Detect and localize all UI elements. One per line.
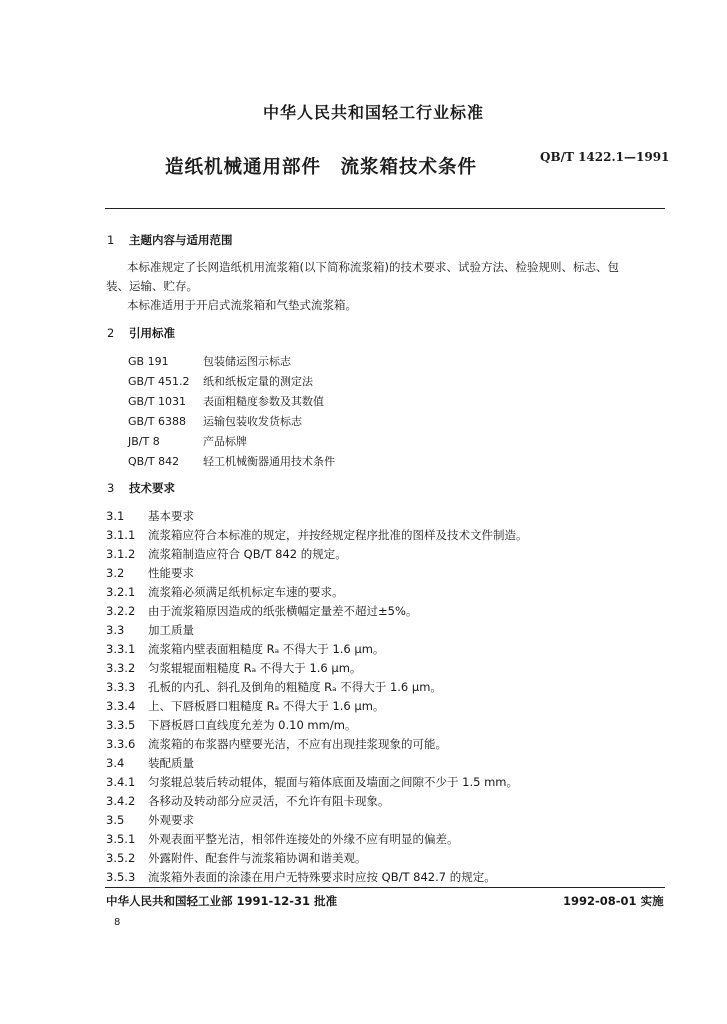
clause-text: 外观要求	[148, 813, 194, 827]
reference-item	[128, 433, 247, 449]
clause-text: 装配质量	[148, 756, 194, 770]
clause-number: 3.5.1	[106, 832, 136, 846]
clause-text: 加工质量	[148, 623, 194, 637]
clause-text: 流浆箱外表面的涂漆在用户无特殊要求时应按 QB/T 842.7 的规定。	[148, 870, 496, 884]
clause-text: 上、下唇板唇口粗糙度 Rₐ 不得大于 1.6 μm。	[148, 699, 385, 713]
reference-code: GB/T 6388	[128, 415, 186, 428]
clause-number: 3.4.1	[106, 775, 136, 789]
clause-text: 匀浆辊总装后转动辊体，辊面与箱体底面及墙面之间隙不少于 1.5 mm。	[148, 775, 519, 789]
section-2-heading	[107, 325, 175, 341]
clause	[106, 831, 459, 847]
clause-number: 3.2	[106, 566, 125, 580]
clause-number: 3.3.1	[106, 642, 136, 656]
clause	[106, 679, 442, 695]
clause-text: 由于流浆箱原因造成的纸张横幅定量差不超过±5%。	[148, 604, 418, 618]
section-title: 主题内容与适用范围	[129, 233, 233, 247]
clause	[106, 774, 518, 790]
clause-number: 3.1	[106, 509, 125, 523]
header-divider	[105, 208, 665, 209]
clause-text: 外观表面平整光洁，相邻件连接处的外缘不应有明显的偏差。	[148, 832, 459, 846]
reference-code: GB/T 451.2	[128, 375, 190, 388]
section-1-heading	[107, 232, 233, 248]
clause	[106, 698, 384, 714]
reference-item	[128, 413, 302, 429]
reference-item	[128, 393, 324, 409]
clause-heading	[106, 812, 194, 828]
clause-text: 孔板的内孔、斜孔及倒角的粗糙度 Rₐ 不得大于 1.6 μm。	[148, 680, 442, 694]
clause-heading	[106, 508, 194, 524]
clause-text: 匀浆辊辊面粗糙度 Rₐ 不得大于 1.6 μm。	[148, 661, 362, 675]
clause	[106, 717, 356, 733]
clause-number: 3.3.5	[106, 718, 136, 732]
section-number: 3	[107, 481, 115, 495]
reference-name: 运输包装收发货标志	[203, 415, 302, 428]
clause	[106, 603, 417, 619]
clause	[106, 850, 367, 866]
reference-name: 包装储运图示标志	[203, 355, 291, 368]
section-3-heading	[107, 480, 175, 496]
standard-org-title: 中华人民共和国轻工行业标准	[262, 103, 484, 122]
reference-item	[128, 353, 291, 369]
clause	[106, 584, 344, 600]
scope-paragraph-line-1: 本标准规定了长网造纸机用流浆箱(以下简称流浆箱)的技术要求、试验方法、检验规则、标志、包	[127, 260, 619, 274]
implementation-date: 1992-08-01 实施	[563, 894, 664, 908]
clause	[106, 527, 528, 543]
clause-number: 3.3	[106, 623, 125, 637]
clause-number: 3.3.4	[106, 699, 136, 713]
clause	[106, 660, 361, 676]
reference-name: 表面粗糙度参数及其数值	[203, 395, 324, 408]
reference-code: QB/T 842	[128, 455, 180, 468]
reference-item	[128, 453, 335, 469]
reference-name: 轻工机械衡器通用技术条件	[203, 455, 335, 468]
clause-number: 3.3.6	[106, 737, 136, 751]
clause-number: 3.3.3	[106, 680, 136, 694]
clause-number: 3.1.2	[106, 547, 136, 561]
clause	[106, 793, 390, 809]
clause-text: 基本要求	[148, 509, 194, 523]
reference-name: 纸和纸板定量的测定法	[203, 375, 313, 388]
clause-heading	[106, 565, 194, 581]
reference-name: 产品标牌	[203, 435, 247, 448]
clause-text: 下唇板唇口直线度允差为 0.10 mm/m。	[148, 718, 357, 732]
clause	[106, 546, 347, 562]
clause-text: 流浆箱应符合本标准的规定，并按经规定程序批准的图样及技术文件制造。	[148, 528, 528, 542]
clause-text: 流浆箱制造应符合 QB/T 842 的规定。	[148, 547, 347, 561]
clause	[106, 736, 447, 752]
applicability-paragraph: 本标准适用于开启式流浆箱和气垫式流浆箱。	[127, 298, 357, 312]
standard-code: QB/T 1422.1—1991	[540, 150, 670, 164]
clause-number: 3.5	[106, 813, 125, 827]
section-title: 技术要求	[129, 481, 175, 495]
document-title: 造纸机械通用部件 流浆箱技术条件	[165, 157, 478, 178]
clause-number: 3.5.3	[106, 870, 136, 884]
scope-paragraph-line-2: 装、运输、贮存。	[106, 279, 198, 293]
clause-number: 3.4	[106, 756, 125, 770]
section-number: 1	[107, 233, 115, 247]
approval-note: 中华人民共和国轻工业部 1991-12-31 批准	[106, 894, 338, 908]
reference-code: GB/T 1031	[128, 395, 186, 408]
clause-number: 3.4.2	[106, 794, 136, 808]
clause	[106, 869, 496, 885]
clause-number: 3.1.1	[106, 528, 136, 542]
clause-number: 3.3.2	[106, 661, 136, 675]
clause-text: 性能要求	[148, 566, 194, 580]
section-number: 2	[107, 326, 115, 340]
clause-text: 流浆箱内壁表面粗糙度 Rₐ 不得大于 1.6 μm。	[148, 642, 385, 656]
reference-code: GB 191	[128, 355, 169, 368]
clause-heading	[106, 622, 194, 638]
clause-number: 3.2.1	[106, 585, 136, 599]
section-title: 引用标准	[129, 326, 175, 340]
clause-heading	[106, 755, 194, 771]
reference-code: JB/T 8	[128, 435, 160, 448]
page-number: 8	[114, 917, 121, 928]
clause	[106, 641, 384, 657]
footer-divider	[105, 887, 665, 888]
clause-text: 流浆箱的布浆器内壁要光洁，不应有出现挂浆现象的可能。	[148, 737, 447, 751]
clause-text: 各移动及转动部分应灵活，不允许有阻卡现象。	[148, 794, 390, 808]
clause-number: 3.2.2	[106, 604, 136, 618]
clause-number: 3.5.2	[106, 851, 136, 865]
reference-item	[128, 373, 313, 389]
clause-text: 外露附件、配套件与流浆箱协调和谐美观。	[148, 851, 367, 865]
clause-text: 流浆箱必须满足纸机标定车速的要求。	[148, 585, 344, 599]
